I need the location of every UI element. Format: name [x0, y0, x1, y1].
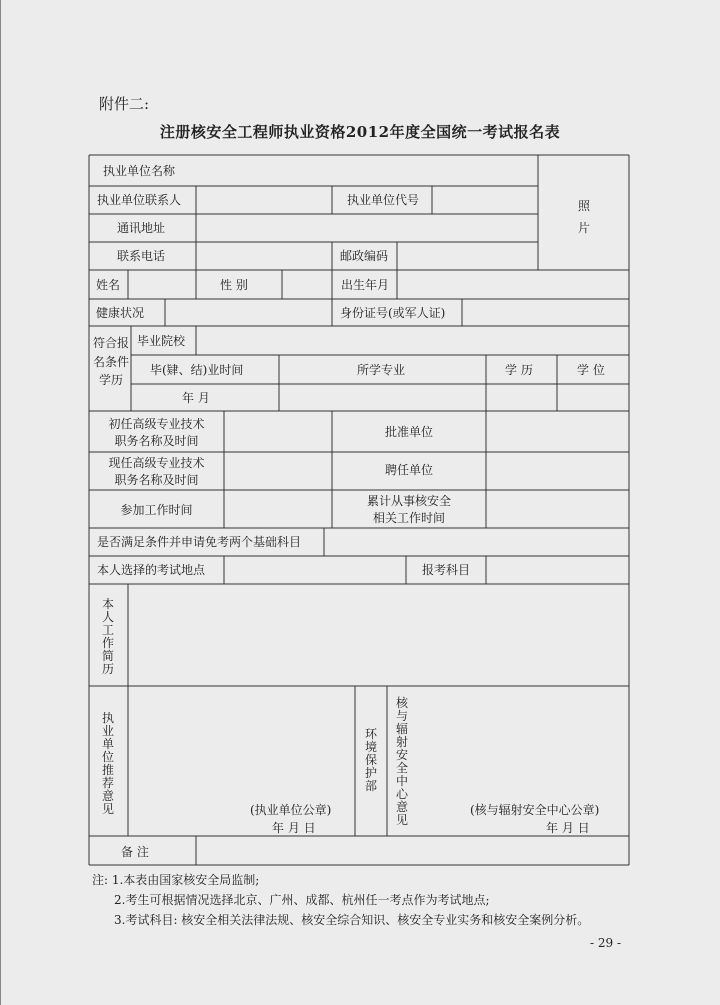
- resume-field[interactable]: [129, 585, 628, 685]
- unit-contact-field[interactable]: [197, 187, 331, 213]
- work-start-label: 参加工作时间: [120, 503, 193, 517]
- major-field[interactable]: [280, 385, 485, 410]
- unit-date-label: 年 月 日: [272, 821, 316, 835]
- nuclear-years-label-1: 累计从事核安全: [366, 494, 451, 508]
- education-label: 学 历: [505, 363, 533, 377]
- birth-label: 出生年月: [341, 278, 390, 292]
- exam-site-field[interactable]: [225, 557, 405, 583]
- current-title-label-1: 现任高级专业技术: [108, 456, 205, 470]
- phone-field[interactable]: [197, 243, 331, 269]
- photo-box[interactable]: [539, 156, 628, 269]
- exam-subject-field[interactable]: [487, 557, 628, 583]
- qualify-label: 符合报名条件学历: [93, 336, 130, 387]
- initial-title-label-1: 初任高级专业技术: [108, 417, 205, 431]
- school-field[interactable]: [197, 327, 628, 354]
- initial-title-field[interactable]: [225, 412, 331, 451]
- remarks-label: 备 注: [121, 845, 149, 859]
- birth-field[interactable]: [398, 271, 628, 298]
- grad-time-label: 毕(肄、结)业时间: [150, 363, 244, 377]
- nuclear-years-label-2: 相关工作时间: [372, 511, 445, 525]
- postcode-field[interactable]: [398, 243, 537, 269]
- degree-label: 学 位: [577, 363, 605, 377]
- note-3: 3.考试科目: 核安全相关法律法规、核安全综合知识、核安全专业实务和核安全案例分析。: [114, 913, 590, 927]
- unit-code-field[interactable]: [433, 187, 537, 213]
- exam-subject-label: 报考科目: [422, 563, 471, 577]
- gender-label: 性 别: [220, 278, 248, 292]
- remarks-field[interactable]: [197, 837, 628, 864]
- photo-label: 照片: [577, 199, 590, 235]
- center-opinion-label: 核与辐射安全中心意见: [395, 696, 408, 827]
- resume-label: 本人工作简历: [101, 597, 114, 676]
- hire-unit-field[interactable]: [487, 453, 628, 489]
- name-label: 姓名: [96, 278, 121, 292]
- unit-code-label: 执业单位代号: [347, 193, 420, 207]
- education-field[interactable]: [487, 385, 556, 410]
- form-title: 注册核安全工程师执业资格2012年度全国统一考试报名表: [159, 123, 561, 141]
- school-label: 毕业院校: [137, 334, 186, 348]
- phone-label: 联系电话: [117, 249, 166, 263]
- center-seal-label: (核与辐射安全中心公章): [470, 803, 600, 817]
- center-date-label: 年 月 日: [546, 821, 590, 835]
- id-number-label: 身份证号(或军人证): [340, 306, 446, 320]
- health-field[interactable]: [166, 300, 331, 325]
- unit-contact-label: 执业单位联系人: [97, 193, 182, 207]
- ministry-label: 环境保护部: [364, 727, 377, 793]
- degree-field[interactable]: [558, 385, 628, 410]
- address-field[interactable]: [197, 215, 537, 241]
- unit-name-field[interactable]: [197, 156, 537, 185]
- page-edge: [0, 0, 1, 1005]
- postcode-label: 邮政编码: [340, 249, 389, 263]
- attachment-label: 附件二:: [99, 95, 150, 113]
- page-number: - 29 -: [590, 936, 622, 950]
- unit-opinion-label: 执业单位推荐意见: [101, 711, 114, 816]
- health-label: 健康状况: [96, 306, 145, 320]
- work-start-field[interactable]: [225, 491, 331, 527]
- note-2: 2.考生可根据情况选择北京、广州、成都、杭州任一考点作为考试地点;: [114, 893, 490, 907]
- major-label: 所学专业: [357, 363, 406, 377]
- hire-unit-label: 聘任单位: [384, 463, 433, 477]
- gender-field[interactable]: [283, 271, 331, 298]
- initial-title-label-2: 职务名称及时间: [114, 434, 199, 448]
- exam-site-label: 本人选择的考试地点: [97, 563, 206, 577]
- approve-unit-field[interactable]: [487, 412, 628, 451]
- name-field[interactable]: [129, 271, 195, 298]
- address-label: 通讯地址: [117, 221, 166, 235]
- current-title-field[interactable]: [225, 453, 331, 489]
- exempt-label: 是否满足条件并申请免考两个基础科目: [97, 535, 302, 549]
- notes: [92, 870, 589, 930]
- approve-unit-label: 批准单位: [384, 425, 433, 439]
- nuclear-years-field[interactable]: [487, 491, 628, 527]
- exempt-field[interactable]: [325, 529, 628, 555]
- current-title-label-2: 职务名称及时间: [114, 473, 199, 487]
- unit-seal-label: (执业单位公章): [250, 803, 332, 817]
- id-number-field[interactable]: [463, 300, 628, 325]
- unit-name-label: 执业单位名称: [103, 164, 176, 178]
- note-1: 注: 1.本表由国家核安全局监制;: [92, 873, 260, 887]
- grad-date-field[interactable]: 年 月: [182, 391, 210, 405]
